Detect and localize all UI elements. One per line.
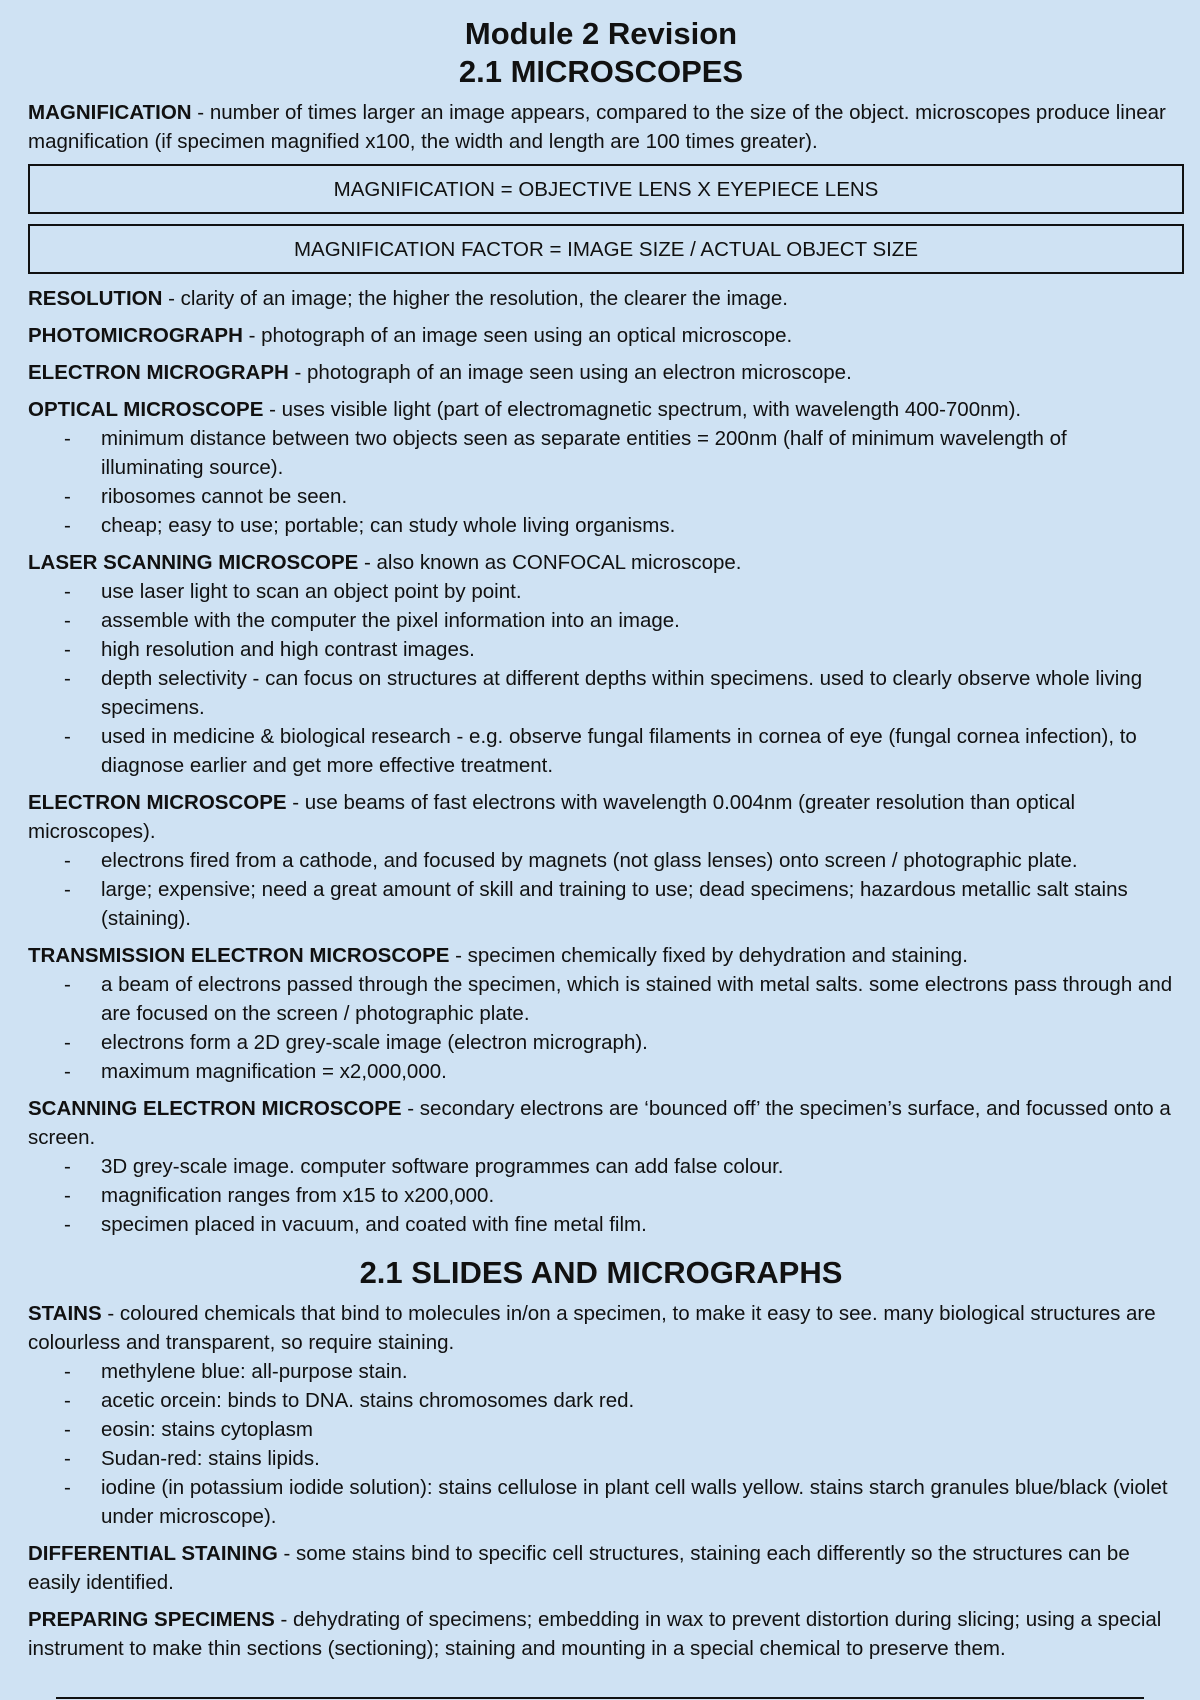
list-item: - maximum magnification = x2,000,000.	[28, 1057, 1174, 1086]
magnification-definition	[28, 98, 1174, 156]
scanning-microscope-definition	[28, 1094, 1174, 1152]
list-item: - electrons form a 2D grey-scale image (electron micrograph).	[28, 1028, 1174, 1057]
definition-text: - uses visible light (part of electromagnetic spectrum, with wavelength 400-700nm).	[263, 398, 1022, 421]
list-item: - a beam of electrons passed through the specimen, which is stained with metal salts. some electrons pass through and are focused on the screen / photographic plate.	[28, 970, 1174, 1028]
term: TRANSMISSION ELECTRON MICROSCOPE	[28, 944, 450, 967]
preparing-specimens-definition	[28, 1605, 1174, 1663]
definition-text: - photograph of an image seen using an electron microscope.	[288, 361, 852, 384]
list-item: - eosin: stains cytoplasm	[28, 1415, 1174, 1444]
list-item: - assemble with the computer the pixel information into an image.	[28, 606, 1174, 635]
transmission-microscope-bullets	[28, 970, 1174, 1086]
list-item: - acetic orcein: binds to DNA. stains chromosomes dark red.	[28, 1386, 1174, 1415]
term: OPTICAL MICROSCOPE	[28, 398, 264, 421]
list-item: - minimum distance between two objects seen as separate entities = 200nm (half of minimum wavelength of illuminating source).	[28, 424, 1174, 482]
definition-text: - use beams of fast electrons with wavelength 0.004nm (greater resolution than optical microscopes).	[28, 791, 1076, 843]
term: STAINS	[28, 1302, 102, 1325]
term: RESOLUTION	[28, 287, 163, 310]
term: PHOTOMICROGRAPH	[28, 324, 243, 347]
list-item: - large; expensive; need a great amount of skill and training to use; dead specimens; hazardous metallic salt stains (staining).	[28, 875, 1174, 933]
list-item: - methylene blue: all-purpose stain.	[28, 1357, 1174, 1386]
list-item: - ribosomes cannot be seen.	[28, 482, 1174, 511]
term: LASER SCANNING MICROSCOPE	[28, 551, 359, 574]
list-item: - electrons fired from a cathode, and focused by magnets (not glass lenses) onto screen / photographic plate.	[28, 846, 1174, 875]
list-item: - Sudan-red: stains lipids.	[28, 1444, 1174, 1473]
term: ELECTRON MICROSCOPE	[28, 791, 287, 814]
electron-microscope-definition	[28, 788, 1174, 846]
list-item: - used in medicine & biological research - e.g. observe fungal filaments in cornea of eye (fungal cornea infection), to diagnose earlier and get more effective treatment.	[28, 722, 1174, 780]
optical-microscope-bullets	[28, 424, 1174, 540]
list-item: - use laser light to scan an object point by point.	[28, 577, 1174, 606]
definition-text: - photograph of an image seen using an optical microscope.	[242, 324, 793, 347]
magnification-formula: MAGNIFICATION = OBJECTIVE LENS X EYEPIECE LENS	[28, 164, 1184, 214]
term: ELECTRON MICROGRAPH	[28, 361, 289, 384]
section-heading-slides: 2.1 SLIDES AND MICROGRAPHS	[359, 1255, 843, 1290]
page-title: Module 2 Revision	[464, 16, 738, 51]
differential-staining-definition	[28, 1539, 1174, 1597]
list-item: - magnification ranges from x15 to x200,000.	[28, 1181, 1174, 1210]
magnification-factor-formula: MAGNIFICATION FACTOR = IMAGE SIZE / ACTUAL OBJECT SIZE	[28, 224, 1184, 274]
transmission-microscope-definition	[28, 941, 1174, 970]
definition-text: - secondary electrons are ‘bounced off’ the specimen’s surface, and focussed onto a screen.	[28, 1097, 1171, 1149]
resolution-definition	[28, 284, 1174, 313]
photomicrograph-definition	[28, 321, 1174, 350]
definition-text: - coloured chemicals that bind to molecules in/on a specimen, to make it easy to see. many biological structures are colourless and transparent, so require staining.	[28, 1302, 1156, 1354]
term: MAGNIFICATION	[28, 101, 192, 124]
list-item: - iodine (in potassium iodide solution): stains cellulose in plant cell walls yellow. stains starch granules blue/black (violet under microscope).	[28, 1473, 1174, 1531]
list-item: - depth selectivity - can focus on structures at different depths within specimens. used to clearly observe whole living specimens.	[28, 664, 1174, 722]
bottom-divider	[56, 1697, 1144, 1699]
stains-definition	[28, 1299, 1174, 1357]
definition-text: - some stains bind to specific cell structures, staining each differently so the structures can be easily identified.	[28, 1542, 1130, 1594]
definition-text: - number of times larger an image appears, compared to the size of the object. microscopes produce linear magnification (if specimen magnified x100, the width and length are 100 times greater).	[28, 101, 1166, 153]
list-item: - cheap; easy to use; portable; can study whole living organisms.	[28, 511, 1174, 540]
laser-microscope-bullets	[28, 577, 1174, 780]
electron-micrograph-definition	[28, 358, 1174, 387]
term: PREPARING SPECIMENS	[28, 1608, 275, 1631]
definition-text: - dehydrating of specimens; embedding in wax to prevent distortion during slicing; using a special instrument to make thin sections (sectioning); staining and mounting in a special chemical to preserve them.	[28, 1608, 1162, 1660]
optical-microscope-definition	[28, 395, 1174, 424]
term: SCANNING ELECTRON MICROSCOPE	[28, 1097, 402, 1120]
electron-microscope-bullets	[28, 846, 1174, 933]
laser-microscope-definition	[28, 548, 1174, 577]
term: DIFFERENTIAL STAINING	[28, 1542, 278, 1565]
definition-text: - clarity of an image; the higher the resolution, the clearer the image.	[162, 287, 788, 310]
scanning-microscope-bullets	[28, 1152, 1174, 1239]
section-heading-microscopes: 2.1 MICROSCOPES	[458, 54, 744, 89]
list-item: - 3D grey-scale image. computer software programmes can add false colour.	[28, 1152, 1174, 1181]
definition-text: - specimen chemically fixed by dehydration and staining.	[449, 944, 968, 967]
list-item: - specimen placed in vacuum, and coated with fine metal film.	[28, 1210, 1174, 1239]
definition-text: - also known as CONFOCAL microscope.	[358, 551, 742, 574]
stains-bullets	[28, 1357, 1174, 1531]
list-item: - high resolution and high contrast images.	[28, 635, 1174, 664]
